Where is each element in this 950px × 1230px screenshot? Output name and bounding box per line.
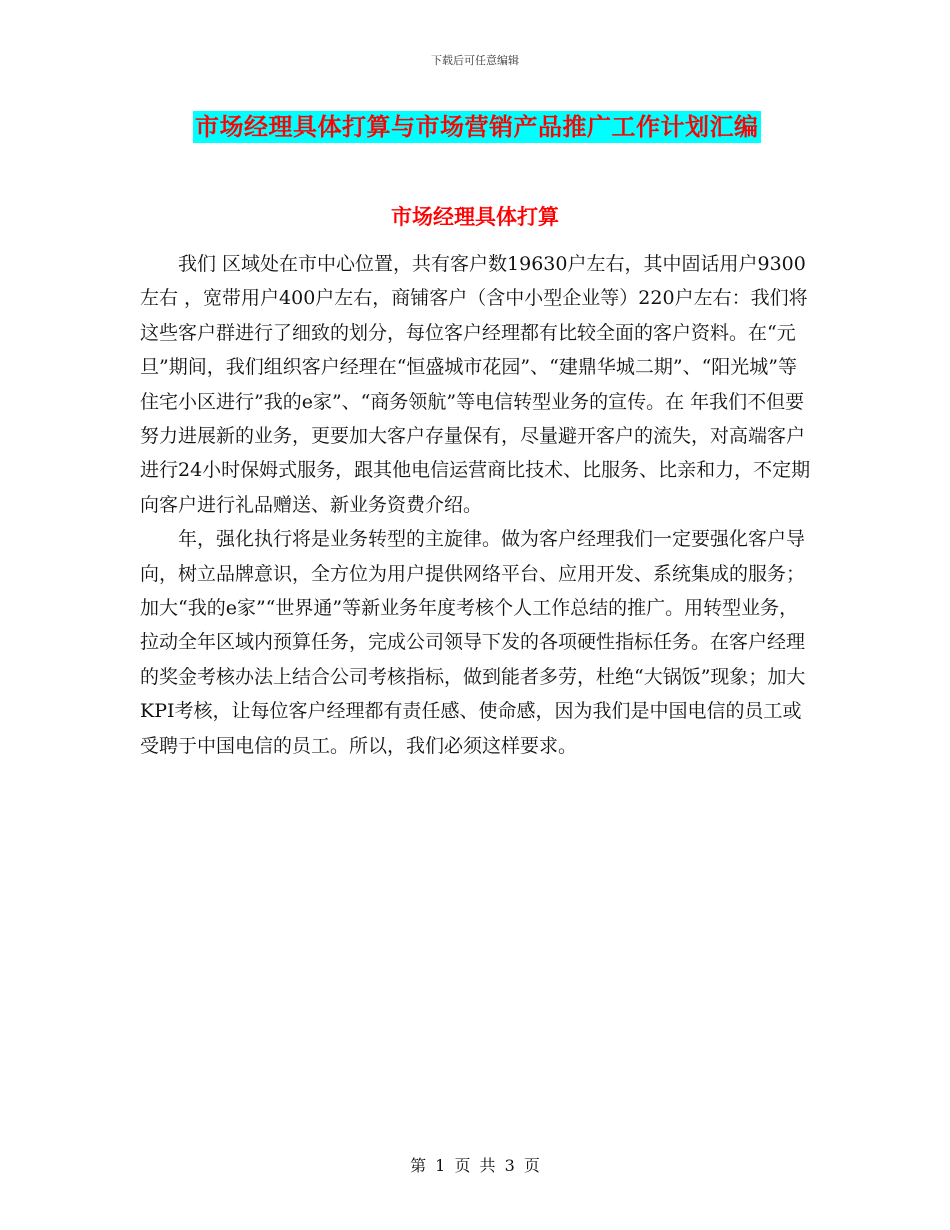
- header-note: 下载后可任意编辑: [431, 54, 519, 67]
- document-title: 市场经理具体打算与市场营销产品推广工作计划汇编: [195, 112, 759, 141]
- page-number-footer: 第 1 页 共 3 页: [410, 1156, 540, 1175]
- body-paragraph-2: 年，强化执行将是业务转型的主旋律。做为客户经理我们一定要强化客户导向，树立品牌意识，全方位为用户提供网络平台、应用开发、系统集成的服务；加大“我的e家”“世界通”等新业务年度考核个人工作总结的推广。用转型业务，拉动全年区域内预算任务，完成公司领导下发的各项硬性指标任务。在客户经理的奖金考核办法上结合公司考核指标，做到能者多劳，杜绝“大锅饭”现象；加大KPI考核，让每位客户经理都有责任感、使命感，因为我们是中国电信的员工或受聘于中国电信的员工。所以，我们必须这样要求。: [140, 528, 806, 757]
- section-title: 市场经理具体打算: [391, 204, 559, 229]
- body-paragraph-1: 我们 区域处在市中心位置，共有客户数19630户左右，其中固话用户9300左右 ，宽带用户400户左右，商铺客户（含中小型企业等）220户左右：我们将这些客户群进行了细致的划分，每位客户经理都有比较全面的客户资料。在“元旦”期间，我们组织客户经理在“恒盛城市花园”、“建鼎华城二期”、“阳光城”等住宅小区进行”我的e家”、“商务领航”等电信转型业务的宣传。在 年我们不但要努力进展新的业务，更要加大客户存量保有，尽量避开客户的流失，对高端客户进行24小时保姆式服务，跟其他电信运营商比技术、比服务、比亲和力，不定期向客户进行礼品赠送、新业务资费介绍。: [140, 253, 811, 516]
- document-body: [140, 247, 812, 763]
